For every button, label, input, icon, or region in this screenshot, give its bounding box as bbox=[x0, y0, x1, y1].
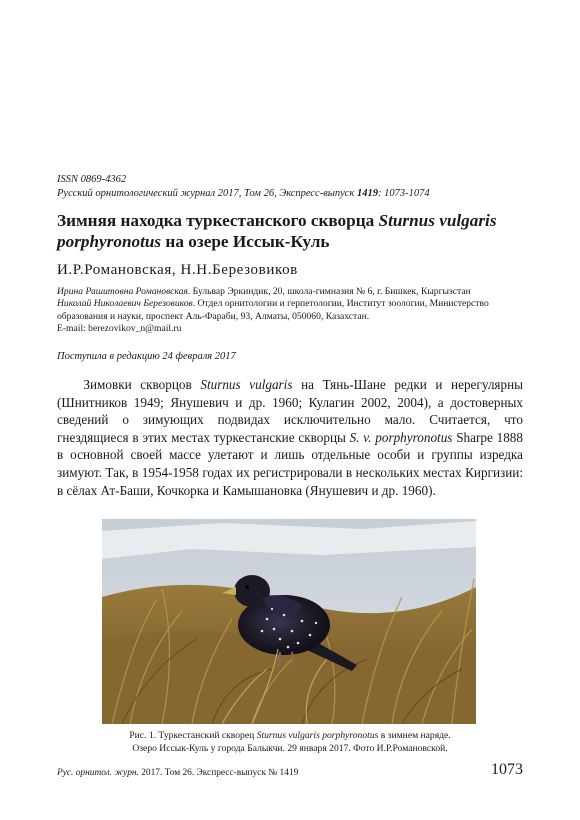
journal-issue-number: 1419 bbox=[357, 188, 378, 199]
paragraph-latin-1: Sturnus vulgaris bbox=[200, 377, 293, 392]
caption-latin-name: Sturnus vulgaris porphyronotus bbox=[256, 730, 379, 741]
received-date: Поступила в редакцию 24 февраля 2017 bbox=[57, 351, 236, 362]
article-authors: И.Р.Романовская, Н.Н.Березовиков bbox=[57, 262, 298, 278]
paragraph-text-3: Sharpe 1888 в основной своей массе улетают и лишь отдельные особи и группы изредка зимуют. Так, в 1954-1958 годах их регистрировали в нескольких местах Киргизии: в сёлах Ат-Баши, Кочкорка и Камышановка (Янушевич и др. 1960). bbox=[57, 429, 523, 498]
journal-citation-prefix: Русский орнитологический журнал 2017, Том 26, Экспресс-выпуск bbox=[57, 188, 357, 199]
title-latin-name: Sturnus vulgaris porphyronotus bbox=[57, 211, 497, 251]
journal-pages: : 1073-1074 bbox=[378, 188, 430, 199]
figure-caption bbox=[57, 730, 523, 755]
page-number: 1073 bbox=[491, 761, 523, 778]
title-part-2: на озере Иссык-Куль bbox=[161, 232, 330, 251]
author-email: E-mail: berezovikov_n@mail.ru bbox=[57, 323, 182, 335]
issn-line: ISSN 0869-4362 bbox=[57, 174, 127, 185]
starling-photo bbox=[102, 519, 476, 724]
footer-journal-abbr: Рус. орнитол. журн. bbox=[57, 768, 139, 778]
paragraph-text-2: на Тянь-Шане редки и нерегулярны (Шнитников 1949; Янушевич и др. 1960; Кулагин 2002, 2004), а достоверных сведений о зимующих подвидах исключительно мало. Считается, что гнездящиеся в этих местах туркестанские скворцы bbox=[57, 377, 523, 445]
body-paragraph bbox=[57, 376, 523, 499]
affiliation-1 bbox=[57, 286, 527, 298]
affiliation-2-address: . Отдел орнитологии и герпетологии, Институт зоологии, Министерство образования и науки, проспект Аль-Фараби, 93, Алматы, 050060, Казахстан. bbox=[57, 298, 489, 322]
article-title bbox=[57, 210, 527, 252]
footer-issue: 2017. Том 26. Экспресс-выпуск № 1419 bbox=[138, 768, 299, 778]
journal-citation bbox=[57, 188, 430, 199]
paragraph-latin-2: S. v. porphyronotus bbox=[349, 429, 453, 445]
title-part-1: Зимняя находка туркестанского скворца bbox=[57, 211, 379, 230]
author-affiliations bbox=[57, 286, 527, 336]
affiliation-1-address: . Бульвар Эркиндик, 20, школа-гимназия № 6, г. Бишкек, Кыргызстан bbox=[187, 286, 471, 297]
caption-line-2: Озеро Иссык-Куль у города Балыкчи. 29 января 2017. Фото И.Р.Романовской. bbox=[132, 742, 448, 754]
caption-text-a: Рис. 1. Туркестанский скворец bbox=[129, 730, 257, 741]
paragraph-text-1: Зимовки скворцов bbox=[83, 377, 201, 392]
caption-text-b: в зимнем наряде. bbox=[378, 730, 451, 741]
caption-line-1 bbox=[57, 730, 523, 743]
affiliation-1-name: Ирина Рашитовна Романовская bbox=[57, 286, 188, 297]
affiliation-2 bbox=[57, 298, 527, 323]
page-footer bbox=[57, 768, 298, 778]
affiliation-2-name: Николай Николаевич Березовиков bbox=[57, 298, 193, 310]
